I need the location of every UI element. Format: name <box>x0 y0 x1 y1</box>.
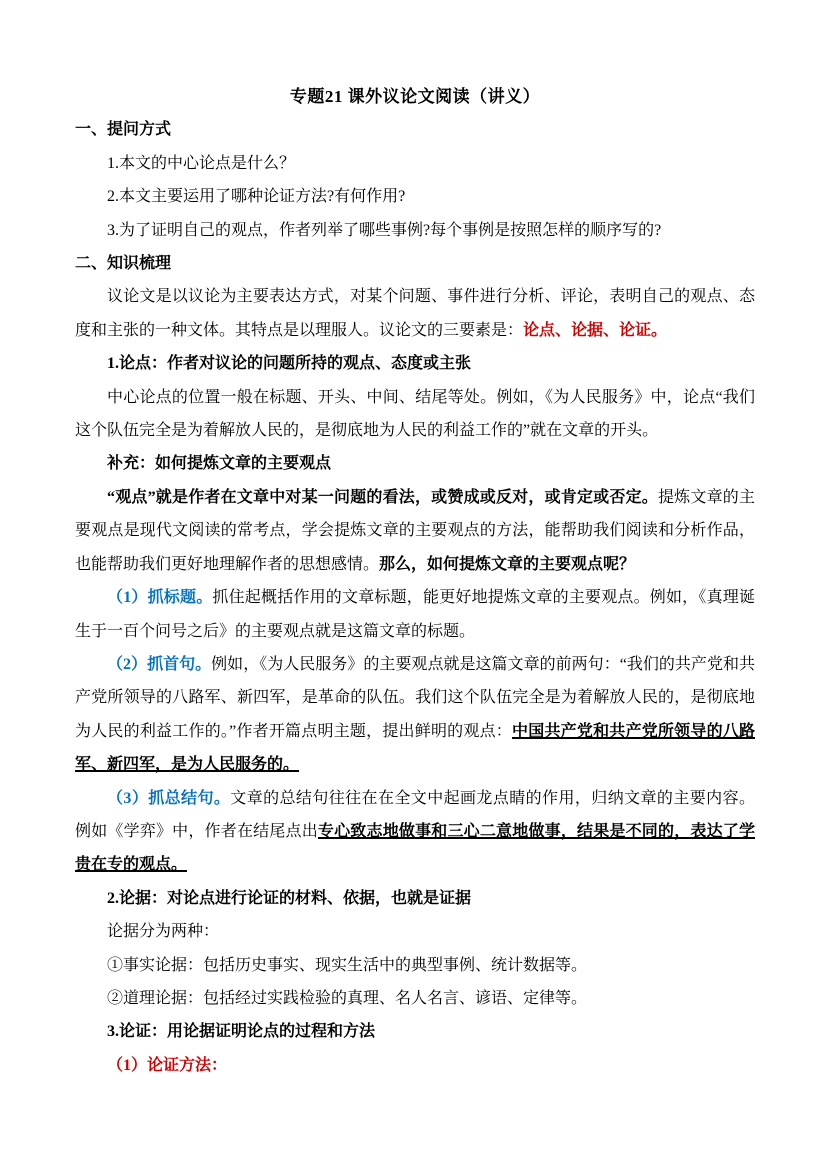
text-run: 二、知识梳理 <box>75 255 172 273</box>
paragraph <box>75 180 755 213</box>
text-run: ①事实论据：包括历史事实、现实生活中的典型事例、统计数据等。 <box>107 956 588 974</box>
text-run: 论点、论据、论证。 <box>523 321 668 339</box>
text-run: 论据分为两种： <box>107 923 220 941</box>
text-run: ②道理论据：包括经过实践检验的真理、名人名言、谚语、定律等。 <box>107 989 588 1007</box>
text-run: 文章的总结句往往在在全文中起画龙点睛的作用，归纳文章的主要内容。例如《学弈》中，作者在结尾点出 <box>75 789 755 840</box>
paragraph <box>75 982 755 1015</box>
text-run: 例如，《为人民服务》的主要观点就是这篇文章的前两句：“我们的共产党和共产党所领导的八路军、新四军，是革命的队伍。我们这个队伍完全是为着解放人民的，是彻底地为人民的利益工作的。”作者开篇点明主题，提出鲜明的观点： <box>75 655 755 740</box>
document-body <box>75 113 755 1082</box>
text-run: “观点”就是作者在文章中对某一问题的看法，或赞成或反对，或肯定或否定。 <box>107 488 658 506</box>
paragraph <box>75 915 755 948</box>
text-run: 抓住起概括作用的文章标题，能更好地提炼文章的主要观点。例如，《真理诞生于一百个问号之后》的主要观点就是这篇文章的标题。 <box>75 589 755 640</box>
paragraph <box>75 280 755 347</box>
document-title: 专题21 课外议论文阅读（讲义） <box>289 87 541 106</box>
text-run: 3.论证：用论据证明论点的过程和方法 <box>107 1023 376 1041</box>
text-run: 1.论点：作者对议论的问题所持的观点、态度或主张 <box>107 355 472 373</box>
paragraph <box>75 882 755 915</box>
text-run: （3）抓总结句。 <box>107 789 231 807</box>
text-run: 议论文是以议论为主要表达方式，对某个问题、事件进行分析、评论，表明自己的观点、态度和主张的一种文体。其特点是以理服人。议论文的三要素是： <box>75 288 755 339</box>
paragraph <box>75 113 755 146</box>
paragraph <box>75 949 755 982</box>
text-run: 专心致志地做事和三心二意地做事，结果是不同的，表达了学贵在专的观点。 <box>75 822 755 874</box>
paragraph <box>75 1015 755 1048</box>
text-run: 补充：如何提炼文章的主要观点 <box>107 455 332 473</box>
text-run: 中心论点的位置一般在标题、开头、中间、结尾等处。例如，《为人民服务》中，论点“我们这个队伍完全是为着解放人民的，是彻底地为人民的利益工作的”就在文章的开头。 <box>75 388 755 440</box>
text-run: 2.本文主要运用了哪种论证方法?有何作用? <box>107 188 406 206</box>
paragraph <box>75 247 755 280</box>
text-run: 3.为了证明自己的观点，作者列举了哪些事例?每个事例是按照怎样的顺序写的? <box>107 221 662 239</box>
text-run: 中国共产党和共产党所领导的八路军、新四军，是为人民服务的。 <box>75 722 755 774</box>
text-run: 那么，如何提炼文章的主要观点呢？ <box>379 555 636 573</box>
text-run: （1）抓标题。 <box>107 589 213 607</box>
paragraph <box>75 1049 755 1082</box>
text-run: 一、提问方式 <box>75 121 172 139</box>
paragraph <box>75 648 755 782</box>
paragraph <box>75 381 755 448</box>
text-run: （2）抓首句。 <box>107 655 212 673</box>
text-run: （1）论证方法： <box>107 1056 228 1074</box>
text-run: 1.本文的中心论点是什么？ <box>107 154 296 172</box>
text-run: 2.论据：对论点进行论证的材料、依据，也就是证据 <box>107 889 472 907</box>
paragraph <box>75 214 755 247</box>
paragraph <box>75 782 755 882</box>
text-run: 提炼文章的主要观点是现代文阅读的常考点，学会提炼文章的主要观点的方法，能帮助我们阅读和分析作品，也能帮助我们更好地理解作者的思想感情。 <box>75 488 755 573</box>
paragraph <box>75 481 755 581</box>
paragraph <box>75 347 755 380</box>
paragraph <box>75 147 755 180</box>
paragraph <box>75 581 755 648</box>
paragraph <box>75 447 755 480</box>
